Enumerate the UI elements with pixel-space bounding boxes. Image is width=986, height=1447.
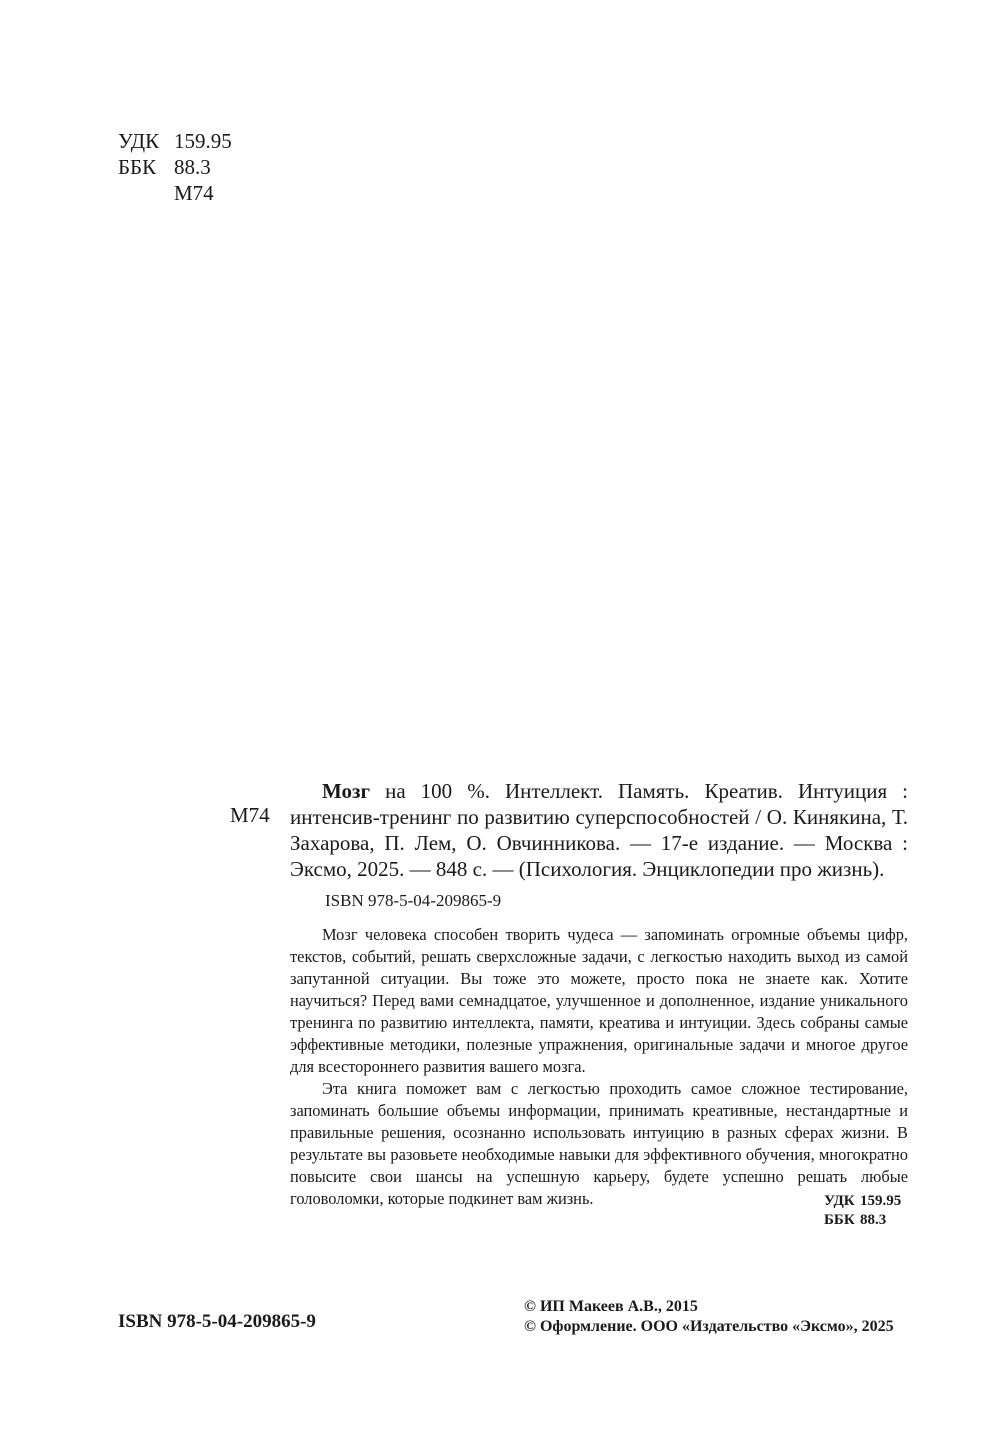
book-title: Мозг xyxy=(322,779,371,803)
annotation-paragraph: Эта книга поможет вам с легкостью проходить самое сложное тестирование, запоминать большие объемы информации, принимать креативные, нестандартные и правильные решения, осознанно использовать интуицию в разных сферах жизни. В результате вы разовьете необходимые навыки для эффективного обучения, многократно повысите свои шансы на успешную карьеру, будете успешно решать любые головоломки, которые подкинет вам жизнь. xyxy=(290,1079,908,1208)
udk-row-bottom xyxy=(824,1192,901,1211)
udk-label: УДК xyxy=(118,129,160,153)
annotation xyxy=(290,924,908,1210)
author-mark-top: М74 xyxy=(174,181,214,205)
bbk-value-bottom: 88.3 xyxy=(860,1212,887,1228)
udk-value-bottom: 159.95 xyxy=(860,1193,902,1209)
bbk-value: 88.3 xyxy=(174,155,211,179)
classification-block-bottom xyxy=(824,1192,901,1230)
copyright-block xyxy=(524,1297,894,1337)
udk-value: 159.95 xyxy=(174,129,232,153)
author-mark-row xyxy=(118,180,232,206)
classification-block-top xyxy=(118,128,232,206)
footer-isbn: ISBN 978-5-04-209865-9 xyxy=(118,1311,316,1332)
copyright-line: © ИП Макеев А.В., 2015 xyxy=(524,1298,698,1315)
udk-label-bottom: УДК xyxy=(824,1193,855,1209)
author-mark: М74 xyxy=(230,803,270,827)
bbk-row xyxy=(118,154,232,180)
annotation-paragraph: Мозг человека способен творить чудеса — запоминать огромные объемы цифр, текстов, событий, решать сверхсложные задачи, с легкостью находить выход из самой запутанной ситуации. Вы тоже это можете, просто пока не знаете как. Хотите научиться? Перед вами семнадцатое, улучшенное и дополненное, издание уникального тренинга по развитию интеллекта, памяти, креатива и интуиции. Здесь собраны самые эффективные методики, полезные упражнения, оригинальные задачи и многое другое для всестороннего развития вашего мозга. xyxy=(290,925,908,1076)
bibliographic-description: на 100 %. Интеллект. Память. Креатив. Интуиция : интенсив-тренинг по развитию суперспособностей / О. Кинякина, Т. Захарова, П. Лем, О. Овчинникова. — 17-е издание. — Москва : Эксмо, 2025. — 848 с. — (Психология. Энциклопедии про жизнь). xyxy=(290,779,909,881)
bbk-label-bottom: ББК xyxy=(824,1212,855,1228)
udk-row xyxy=(118,128,232,154)
bbk-row-bottom xyxy=(824,1211,901,1230)
bbk-label: ББК xyxy=(118,155,157,179)
bibliographic-record xyxy=(290,778,908,882)
record-isbn: ISBN 978-5-04-209865-9 xyxy=(325,891,502,910)
copyright-line: © Оформление. ООО «Издательство «Эксмо», 2025 xyxy=(524,1318,894,1335)
